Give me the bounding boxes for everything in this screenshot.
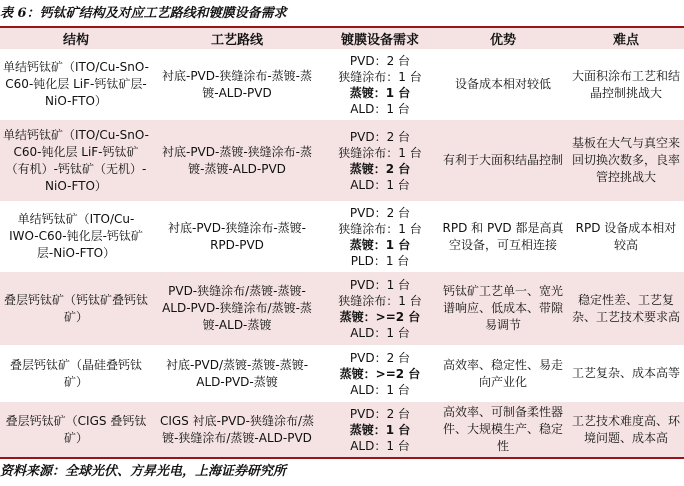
header-structure: 结构: [0, 28, 152, 50]
table-row: [0, 346, 684, 402]
process-table: [0, 28, 684, 458]
equipment-line: PVD：2 台: [349, 53, 411, 68]
process-cell: 衬底-PVD-狭缝涂布-蒸镀-蒸镀-ALD-PVD: [152, 50, 322, 120]
equipment-line: ALD：1 台: [350, 382, 410, 397]
advantage-cell: 高效率、稳定性、易走向产业化: [438, 346, 568, 402]
header-advantage: 优势: [438, 28, 568, 50]
equipment-line: 蒸镀：1 台: [349, 422, 411, 437]
equipment-line: 蒸镀：1 台: [349, 237, 411, 252]
difficulty-cell: 工艺技术难度高、环境问题、成本高: [568, 402, 684, 458]
equipment-line: PVD：2 台: [349, 129, 411, 144]
equipment-line: ALD：1 台: [350, 101, 410, 116]
equipment-cell: [322, 202, 438, 272]
difficulty-cell: RPD 设备成本相对较高: [568, 202, 684, 272]
structure-cell: 叠层钙钛矿（晶硅叠钙钛矿）: [0, 346, 152, 402]
header-process: 工艺路线: [152, 28, 322, 50]
equipment-line: 狭缝涂布：1 台: [338, 221, 422, 236]
equipment-line: ALD：1 台: [350, 325, 410, 340]
advantage-cell: 钙钛矿工艺单一、宽光谱响应、低成本、带隙易调节: [438, 272, 568, 346]
table-row: [0, 402, 684, 458]
structure-cell: 单结钙钛矿（ITO/Cu-SnO-C60-钝化层 LiF-钙钛矿（有机）-钙钛矿（无机）-NiO-FTO）: [0, 120, 152, 202]
advantage-cell: 有利于大面积结晶控制: [438, 120, 568, 202]
table-row: [0, 50, 684, 120]
equipment-line: PVD：2 台: [349, 350, 411, 365]
equipment-cell: [322, 50, 438, 120]
equipment-line: ALD：1 台: [350, 438, 410, 453]
equipment-cell: [322, 272, 438, 346]
equipment-line: 蒸镀：2 台: [349, 161, 411, 176]
table-caption: 表 6：钙钛矿结构及对应工艺路线和镀膜设备需求: [0, 6, 287, 21]
equipment-line: PVD：2 台: [349, 205, 411, 220]
equipment-line: 狭缝涂布：1 台: [338, 293, 422, 308]
advantage-cell: 设备成本相对较低: [438, 50, 568, 120]
table-row: [0, 202, 684, 272]
structure-cell: 单结钙钛矿（ITO/Cu-SnO-C60-钝化层 LiF-钙钛矿层-NiO-FTO）: [0, 50, 152, 120]
equipment-line: 蒸镀：>=2 台: [339, 366, 421, 381]
structure-cell: 单结钙钛矿（ITO/Cu-IWO-C60-钝化层-钙钛矿层-NiO-FTO）: [0, 202, 152, 272]
header-difficulty: 难点: [568, 28, 684, 50]
difficulty-cell: 大面积涂布工艺和结晶控制挑战大: [568, 50, 684, 120]
table-row: [0, 120, 684, 202]
equipment-line: 狭缝涂布：1 台: [338, 69, 422, 84]
equipment-line: PLD：1 台: [350, 253, 410, 268]
process-cell: 衬底-PVD/蒸镀-蒸镀-蒸镀-ALD-PVD-蒸镀: [152, 346, 322, 402]
process-cell: PVD-狭缝涂布/蒸镀-蒸镀-ALD-PVD-狭缝涂布/蒸镀-蒸镀-ALD-蒸镀: [152, 272, 322, 346]
header-equipment: 镀膜设备需求: [322, 28, 438, 50]
equipment-line: PVD：1 台: [349, 277, 411, 292]
equipment-line: 蒸镀：>=2 台: [339, 309, 421, 324]
bottom-rule: [0, 457, 684, 459]
equipment-line: 狭缝涂布：1 台: [338, 145, 422, 160]
header-row: [0, 28, 684, 50]
table-row: [0, 272, 684, 346]
equipment-line: ALD：1 台: [350, 177, 410, 192]
difficulty-cell: 工艺复杂、成本高等: [568, 346, 684, 402]
difficulty-cell: 稳定性差、工艺复杂、工艺技术要求高: [568, 272, 684, 346]
equipment-line: PVD：2 台: [349, 406, 411, 421]
difficulty-cell: 基板在大气与真空来回切换次数多，良率管控挑战大: [568, 120, 684, 202]
structure-cell: 叠层钙钛矿（钙钛矿叠钙钛矿）: [0, 272, 152, 346]
structure-cell: 叠层钙钛矿（CIGS 叠钙钛矿）: [0, 402, 152, 458]
advantage-cell: 高效率、可制备柔性器件、大规模生产、稳定性: [438, 402, 568, 458]
process-cell: 衬底-PVD-狭缝涂布-蒸镀-RPD-PVD: [152, 202, 322, 272]
equipment-cell: [322, 346, 438, 402]
process-cell: 衬底-PVD-蒸镀-狭缝涂布-蒸镀-蒸镀-ALD-PVD: [152, 120, 322, 202]
advantage-cell: RPD 和 PVD 都是高真空设备，可互相连接: [438, 202, 568, 272]
process-cell: CIGS 衬底-PVD-狭缝涂布/蒸镀-狭缝涂布/蒸镀-ALD-PVD: [152, 402, 322, 458]
source-note: 资料来源：全球光伏、方昇光电，上海证券研究所: [0, 464, 287, 479]
equipment-line: 蒸镀：1 台: [349, 85, 411, 100]
equipment-cell: [322, 402, 438, 458]
equipment-cell: [322, 120, 438, 202]
